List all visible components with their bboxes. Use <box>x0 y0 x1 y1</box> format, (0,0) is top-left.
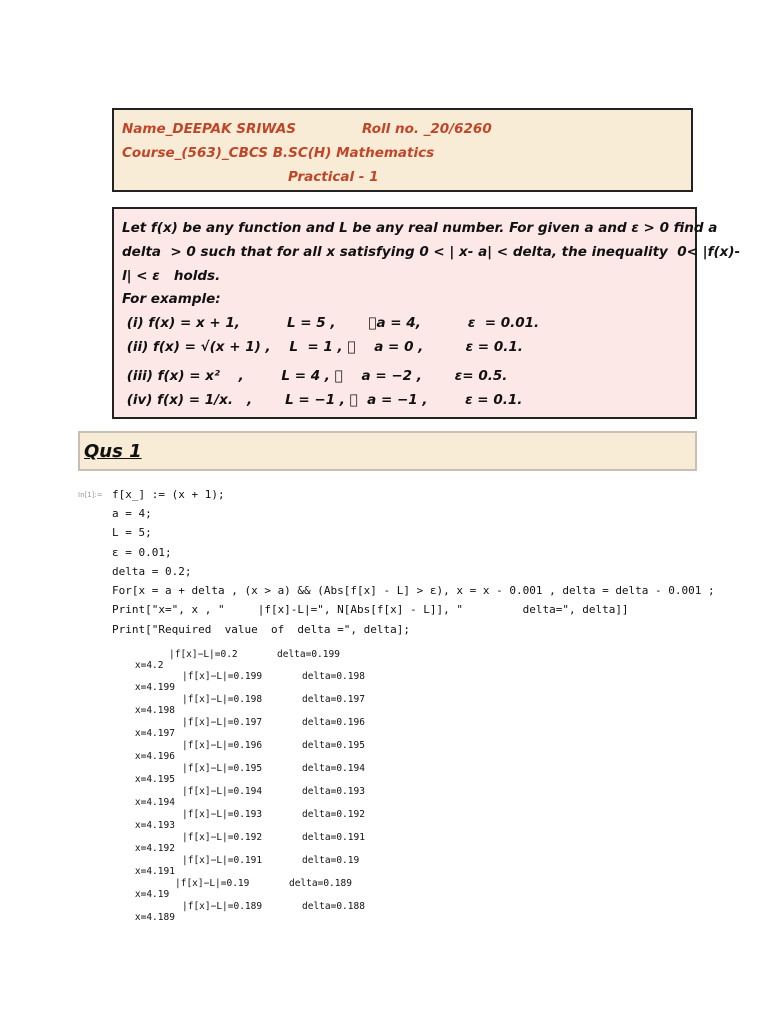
output-delta: delta=0.196 <box>302 717 365 728</box>
output-abs: |f[x]−L|=0.2 <box>169 649 238 660</box>
input-cell-label: In[1]:= <box>78 491 103 499</box>
output-abs: |f[x]−L|=0.198 <box>182 694 263 705</box>
output-abs: |f[x]−L|=0.19 <box>175 878 250 889</box>
output-x: x=4.193 <box>134 820 175 831</box>
output-abs: |f[x]−L|=0.199 <box>182 671 263 682</box>
output-x: x=4.189 <box>134 912 175 923</box>
example-1: (i) f(x) = x + 1, L = 5 ,  a = 4, ε = 0.01. <box>122 315 540 331</box>
student-name: Name_DEEPAK SRIWAS <box>122 121 297 137</box>
output-abs: |f[x]−L|=0.192 <box>182 832 263 843</box>
problem-line-2: delta > 0 such that for all x satisfying 0 < | x- a| < delta, the inequality 0< |f(x)- <box>122 244 741 260</box>
roll-number: Roll no. _20/6260 <box>362 121 492 137</box>
output-delta: delta=0.189 <box>289 878 352 889</box>
code-line: ε = 0.01; <box>112 546 172 559</box>
output-x: x=4.191 <box>134 866 175 877</box>
example-4: (iv) f(x) = 1/x. , L = −1 ,   a = −1 , ε = 0.1. <box>122 392 523 408</box>
output-x: x=4.198 <box>134 705 175 716</box>
output-x: x=4.2 <box>134 660 164 671</box>
output-delta: delta=0.194 <box>302 763 365 774</box>
output-abs: |f[x]−L|=0.189 <box>182 901 263 912</box>
output-delta: delta=0.191 <box>302 832 365 843</box>
code-line: L = 5; <box>112 526 152 539</box>
question-title: Qus 1 <box>84 441 142 462</box>
course: Course_(563)_CBCS B.SC(H) Mathematics <box>122 145 435 161</box>
question-heading-box <box>78 431 697 471</box>
output-delta: delta=0.199 <box>277 649 340 660</box>
problem-line-1: Let f(x) be any function and L be any real number. For given a and ε > 0 find a <box>122 220 718 236</box>
output-abs: |f[x]−L|=0.193 <box>182 809 263 820</box>
output-abs: |f[x]−L|=0.191 <box>182 855 263 866</box>
output-delta: delta=0.198 <box>302 671 365 682</box>
output-delta: delta=0.193 <box>302 786 365 797</box>
practical-title: Practical - 1 <box>288 169 379 185</box>
output-delta: delta=0.197 <box>302 694 365 705</box>
header-box <box>112 108 693 192</box>
output-x: x=4.196 <box>134 751 175 762</box>
output-x: x=4.197 <box>134 728 175 739</box>
output-x: x=4.19 <box>134 889 170 900</box>
code-line: delta = 0.2; <box>112 565 192 578</box>
output-abs: |f[x]−L|=0.197 <box>182 717 263 728</box>
output-abs: |f[x]−L|=0.194 <box>182 786 263 797</box>
output-x: x=4.192 <box>134 843 175 854</box>
for-example-label: For example: <box>122 291 221 307</box>
code-line: f[x_] := (x + 1); <box>112 488 225 501</box>
output-delta: delta=0.195 <box>302 740 365 751</box>
problem-statement <box>112 207 741 419</box>
output-delta: delta=0.19 <box>302 855 360 866</box>
example-3: (iii) f(x) = x² , L = 4 ,   a = −2 , ε= 0.5. <box>122 368 508 384</box>
output-abs: |f[x]−L|=0.196 <box>182 740 263 751</box>
output-delta: delta=0.188 <box>302 901 365 912</box>
code-line: Print["Required value of delta =", delta]; <box>112 623 411 636</box>
output-x: x=4.199 <box>134 682 175 693</box>
code-line: Print["x=", x , " |f[x]-L|=", N[Abs[f[x] - L]], " delta=", delta]] <box>112 603 629 616</box>
output-row <box>112 901 365 956</box>
code-line: For[x = a + delta , (x > a) && (Abs[f[x] - L] > ε), x = x - 0.001 , delta = delta - 0.001 ; <box>112 584 715 597</box>
code-line: a = 4; <box>112 507 152 520</box>
output-x: x=4.195 <box>134 774 175 785</box>
output-abs: |f[x]−L|=0.195 <box>182 763 263 774</box>
problem-line-3: l| < ε holds. <box>122 268 221 284</box>
example-2: (ii) f(x) = √(x + 1) , L = 1 ,   a = 0 , ε = 0.1. <box>122 339 523 355</box>
output-delta: delta=0.192 <box>302 809 365 820</box>
output-x: x=4.194 <box>134 797 175 808</box>
